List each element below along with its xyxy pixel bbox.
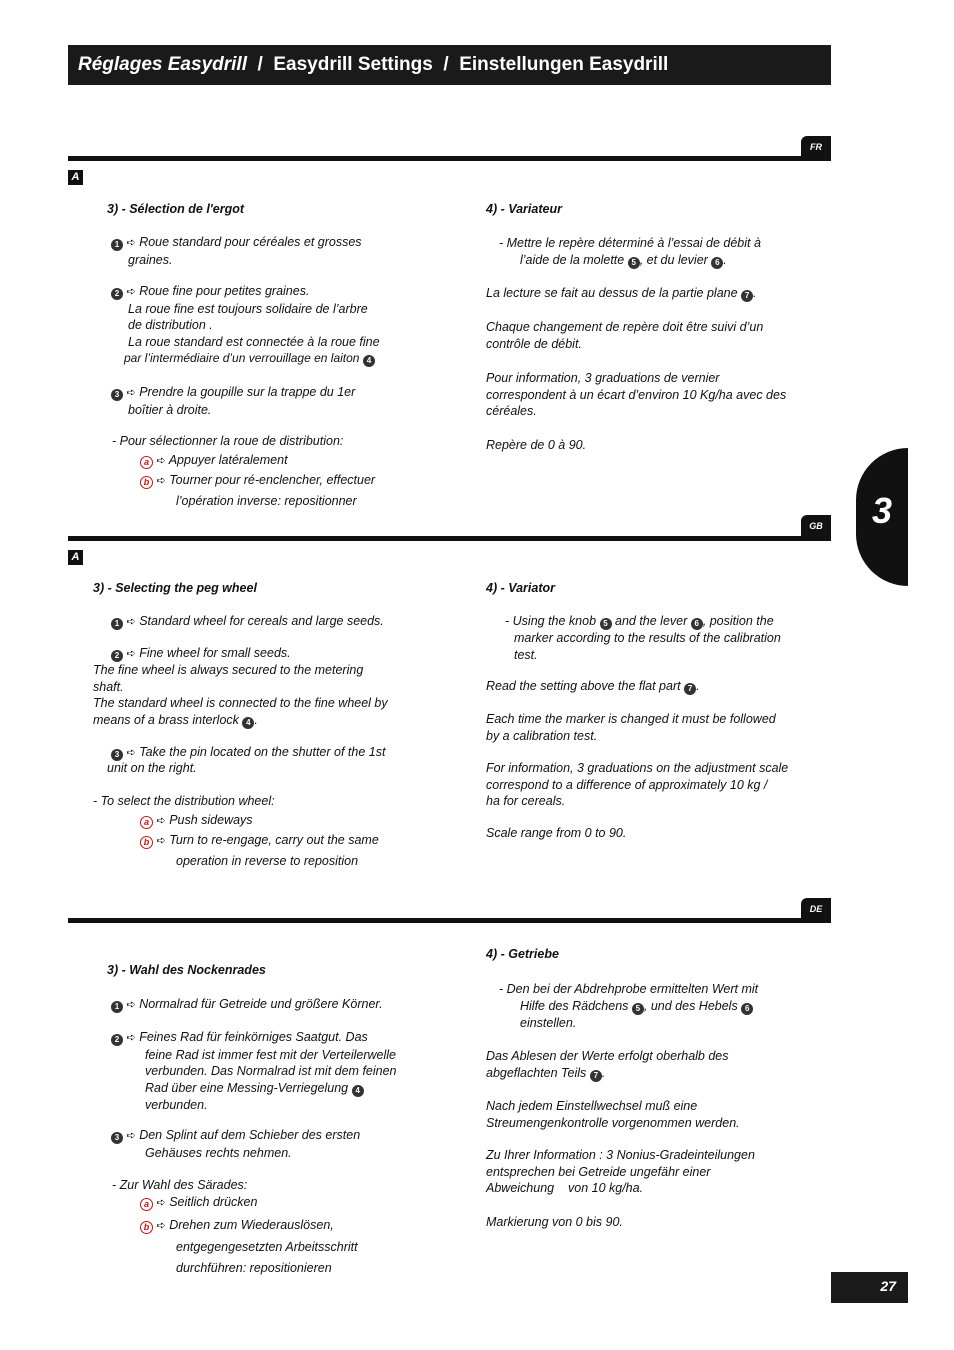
marker-2-icon: 2: [111, 288, 123, 300]
de-left-heading: 3) - Wahl des Nockenrades: [107, 963, 266, 977]
de-right-heading: 4) - Getriebe: [486, 947, 559, 961]
de-gear-text: - Den bei der Abdrehprobe ermittelten Wert mit: [499, 982, 759, 996]
language-badge-de: DE: [801, 898, 831, 920]
gb-step-b-text: Turn to re-engage, carry out the same: [169, 833, 379, 847]
gb-range: Scale range from 0 to 90.: [486, 826, 627, 840]
fr-change-text: Chaque changement de repère doit être suivi d’un: [486, 320, 764, 334]
gb-item-3-detail: unit on the right.: [107, 761, 197, 775]
marker-1-icon: 1: [111, 618, 123, 630]
marker-7-icon: 7: [684, 683, 696, 695]
language-badge-fr: FR: [801, 136, 831, 158]
gb-step-b-text: operation in reverse to reposition: [176, 853, 359, 868]
marker-6-icon: 6: [741, 1003, 753, 1015]
gb-variator-text: test.: [514, 647, 538, 662]
arrow-icon: ➪: [126, 1130, 136, 1142]
gb-item-2-text: The fine wheel is always secured to the metering: [93, 663, 364, 677]
gb-item-2-text: The standard wheel is connected to the fine wheel by: [93, 696, 388, 710]
marker-6-icon: 6: [711, 257, 723, 269]
arrow-icon: ➪: [126, 648, 136, 660]
fr-select-intro: - Pour sélectionner la roue de distribution:: [112, 434, 344, 448]
gb-variator-text: and the lever: [615, 614, 688, 628]
gb-variator-text: - Using the knob: [505, 614, 597, 628]
fr-item-3: [111, 384, 431, 418]
gb-right-heading: 4) - Variator: [486, 581, 556, 595]
fr-step-a: [140, 452, 288, 470]
gb-variator-text: , position the: [702, 614, 774, 628]
de-range: Markierung von 0 bis 90.: [486, 1215, 623, 1229]
de-item-2: [111, 1029, 441, 1113]
marker-4-icon: 4: [352, 1085, 364, 1097]
gb-variator-text: marker according to the results of the calibration: [514, 631, 781, 645]
fr-item-2-text: La roue standard est connectée à la roue fine: [128, 334, 380, 349]
de-step-b-text: Drehen zum Wiederauslösen,: [169, 1218, 334, 1232]
fr-info: [486, 370, 786, 420]
marker-7-icon: 7: [590, 1070, 602, 1082]
fr-step-b: [140, 471, 375, 511]
marker-7-icon: 7: [741, 290, 753, 302]
gb-select-intro: - To select the distribution wheel:: [93, 794, 275, 808]
arrow-icon: ➪: [126, 286, 136, 298]
section-divider-de: [68, 918, 831, 923]
de-step-a-text: Seitlich drücken: [169, 1195, 258, 1209]
title-gb: Easydrill Settings: [273, 54, 433, 75]
gb-variator-step: [505, 613, 825, 663]
de-change: [486, 1098, 740, 1131]
de-info-text: Zu Ihrer Information : 3 Nonius-Gradeinteilungen: [486, 1148, 755, 1162]
gb-item-2: [111, 645, 291, 663]
de-item-3-text: Gehäuses rechts nehmen.: [145, 1145, 292, 1160]
de-item-2-text: Feines Rad für feinkörniges Saatgut. Das: [139, 1030, 368, 1044]
fr-variator-text: l’aide de la molette: [520, 252, 625, 267]
de-item-2-text: feine Rad ist immer fest mit der Verteilerwelle: [145, 1047, 397, 1062]
de-item-1: [111, 996, 383, 1014]
marker-1-icon: 1: [111, 239, 123, 251]
fr-change: [486, 319, 763, 352]
fr-info-text: correspondent à un écart d’environ 10 Kg/ha avec des: [486, 387, 787, 402]
de-item-2-text: verbunden.: [145, 1097, 208, 1112]
marker-2-icon: 2: [111, 650, 123, 662]
marker-4-icon: 4: [363, 355, 375, 367]
gb-reading-text: Read the setting above the flat part: [486, 679, 681, 693]
fr-item-2-text: de distribution .: [128, 318, 213, 332]
marker-3-icon: 3: [111, 1132, 123, 1144]
gb-left-heading: 3) - Selecting the peg wheel: [93, 581, 257, 595]
marker-5-icon: 5: [628, 257, 640, 269]
arrow-icon: ➪: [126, 747, 136, 759]
marker-5-icon: 5: [632, 1003, 644, 1015]
gb-step-b: [140, 831, 379, 871]
gb-change-text: by a calibration test.: [486, 728, 598, 743]
de-step-a: [140, 1194, 257, 1212]
gb-info-text: correspond to a difference of approximately 10 kg /: [486, 777, 768, 792]
fr-change-text: contrôle de débit.: [486, 336, 582, 351]
punctuation: .: [753, 286, 757, 300]
arrow-icon: ➪: [156, 1220, 166, 1232]
title-de: Einstellungen Easydrill: [459, 54, 669, 75]
gb-item-1: [111, 613, 384, 631]
fr-item-1-text: Roue standard pour céréales et grosses: [139, 235, 362, 249]
de-step-b: [140, 1215, 358, 1279]
fr-info-text: céréales.: [486, 404, 537, 418]
arrow-icon: ➪: [126, 999, 136, 1011]
arrow-icon: ➪: [156, 475, 166, 487]
fr-reading: [486, 285, 757, 302]
de-item-1-text: Normalrad für Getreide und größere Körner.: [139, 997, 383, 1011]
fr-variator-step: [499, 235, 829, 269]
punctuation: .: [254, 712, 258, 727]
arrow-icon: ➪: [156, 1197, 166, 1209]
fr-left-heading: 3) - Sélection de l'ergot: [107, 202, 245, 216]
section-divider-gb: [68, 536, 831, 541]
punctuation: .: [601, 1065, 606, 1080]
fr-variator-text: , et du levier: [639, 252, 708, 267]
gb-step-a: [140, 812, 253, 830]
marker-3-icon: 3: [111, 389, 123, 401]
title-separator: /: [257, 54, 263, 75]
de-reading-text: Das Ablesen der Werte erfolgt oberhalb des: [486, 1049, 729, 1063]
de-gear-text: einstellen.: [520, 1015, 577, 1030]
fr-right-heading: 4) - Variateur: [486, 202, 562, 216]
de-info-text: Abweichung von 10 kg/ha.: [486, 1181, 644, 1195]
de-info-text: entsprechen bei Getreide ungefähr einer: [486, 1164, 711, 1179]
figure-tag-gb: A: [68, 550, 83, 565]
gb-info: [486, 760, 788, 810]
gb-item-2-text: shaft.: [93, 679, 124, 694]
section-divider-fr: [68, 156, 831, 161]
title-separator: /: [443, 54, 449, 75]
fr-step-b-text: Tourner pour ré-enclencher, effectuer: [169, 473, 376, 487]
fr-item-1-text: graines.: [128, 252, 173, 267]
de-gear-text: Hilfe des Rädchens: [520, 998, 629, 1013]
punctuation: .: [696, 679, 700, 693]
fr-step-a-text: Appuyer latéralement: [168, 453, 288, 467]
de-change-text: Nach jedem Einstellwechsel muß eine: [486, 1099, 698, 1113]
figure-tag-fr: A: [68, 170, 83, 185]
fr-item-2-text: La roue fine est toujours solidaire de l’arbre: [128, 301, 368, 316]
de-item-2-text: verbunden. Das Normalrad ist mit dem feinen: [145, 1064, 397, 1078]
punctuation: .: [723, 252, 727, 267]
arrow-icon: ➪: [126, 387, 136, 399]
marker-6-icon: 6: [691, 618, 703, 630]
gb-item-2-detail: [93, 662, 423, 729]
de-item-3: [111, 1127, 360, 1161]
arrow-icon: ➪: [126, 1032, 136, 1044]
gb-info-text: For information, 3 graduations on the adjustment scale: [486, 761, 789, 775]
marker-5-icon: 5: [600, 618, 612, 630]
fr-item-2: [111, 283, 431, 367]
fr-item-3-text: boîtier à droite.: [128, 402, 212, 417]
de-gear-step: [499, 981, 829, 1031]
fr-variator-text: - Mettre le repère déterminé à l’essai de débit à: [499, 236, 761, 250]
gb-item-3-text: Take the pin located on the shutter of the 1st: [139, 745, 386, 759]
gb-step-a-text: Push sideways: [169, 813, 253, 827]
de-step-b-text: entgegengesetzten Arbeitsschritt: [176, 1240, 358, 1254]
chapter-number: 3: [872, 490, 893, 531]
step-b-icon: b: [140, 836, 153, 849]
step-a-icon: a: [140, 816, 153, 829]
arrow-icon: ➪: [156, 455, 166, 467]
fr-item-3-text: Prendre la goupille sur la trappe du 1er: [139, 385, 356, 399]
de-select-intro: - Zur Wahl des Särades:: [112, 1178, 248, 1192]
gb-item-1-text: Standard wheel for cereals and large seeds.: [139, 614, 384, 628]
arrow-icon: ➪: [126, 237, 136, 249]
gb-item-2-text: Fine wheel for small seeds.: [139, 646, 291, 660]
arrow-icon: ➪: [126, 616, 136, 628]
page-number: 27: [831, 1272, 908, 1303]
de-reading: [486, 1048, 729, 1082]
step-b-icon: b: [140, 476, 153, 489]
de-info: [486, 1147, 755, 1197]
fr-range: Repère de 0 à 90.: [486, 438, 587, 452]
fr-item-1: [111, 234, 431, 268]
fr-step-b-text: l’opération inverse: repositionner: [176, 493, 357, 508]
fr-item-2-text: par l’intermédiaire d’un verrouillage en laiton: [124, 351, 360, 365]
fr-info-text: Pour information, 3 graduations de vernier: [486, 371, 720, 385]
arrow-icon: ➪: [156, 835, 166, 847]
de-step-b-text: durchführen: repositionieren: [176, 1261, 332, 1275]
arrow-icon: ➪: [156, 815, 166, 827]
marker-4-icon: 4: [242, 717, 254, 729]
gb-reading: [486, 678, 700, 695]
de-change-text: Streumengenkontrolle vorgenommen werden.: [486, 1115, 740, 1130]
step-a-icon: a: [140, 1198, 153, 1211]
marker-1-icon: 1: [111, 1001, 123, 1013]
gb-change: [486, 711, 776, 744]
marker-2-icon: 2: [111, 1034, 123, 1046]
marker-3-icon: 3: [111, 749, 123, 761]
gb-item-2-text: means of a brass interlock: [93, 712, 239, 727]
gb-change-text: Each time the marker is changed it must be followed: [486, 712, 776, 726]
de-reading-text: abgeflachten Teils: [486, 1065, 587, 1080]
page-title: [68, 45, 831, 85]
de-item-2-text: Rad über eine Messing-Verriegelung: [145, 1080, 349, 1095]
de-item-3-text: Den Splint auf dem Schieber des ersten: [139, 1128, 361, 1142]
step-b-icon: b: [140, 1221, 153, 1234]
fr-reading-text: La lecture se fait au dessus de la partie plane: [486, 286, 738, 300]
gb-item-3: [111, 744, 385, 762]
title-fr: Réglages Easydrill: [78, 54, 247, 75]
fr-item-2-text: Roue fine pour petites graines.: [139, 284, 310, 298]
gb-info-text: ha for cereals.: [486, 794, 566, 808]
language-badge-gb: GB: [801, 515, 831, 537]
step-a-icon: a: [140, 456, 153, 469]
de-gear-text: , und des Hebels: [643, 998, 738, 1013]
